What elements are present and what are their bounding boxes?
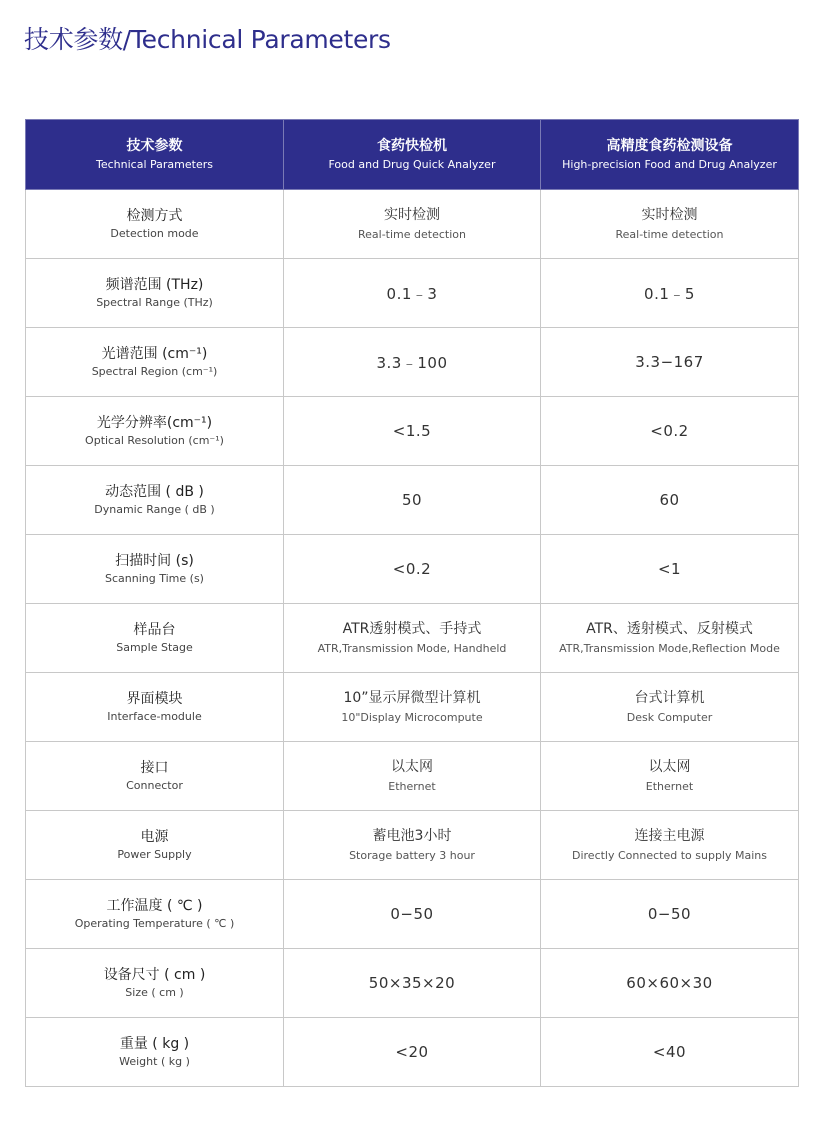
header-parameters-en: Technical Parameters (96, 158, 213, 171)
row-label (26, 811, 284, 880)
label-en: Optical Resolution (cm⁻¹) (85, 434, 224, 447)
quick-analyzer-value (284, 673, 541, 742)
precision-analyzer-value (541, 1018, 799, 1087)
precision-analyzer-value (541, 259, 799, 328)
label-zh: 工作温度 ( ℃ ) (106, 898, 203, 914)
row-label (26, 328, 284, 397)
table-row (26, 880, 799, 949)
header-precision-analyzer (541, 120, 799, 190)
label-zh: 光学分辨率(cm⁻¹) (96, 415, 213, 431)
table-row (26, 742, 799, 811)
value-number: <0.2 (392, 560, 432, 578)
row-label (26, 397, 284, 466)
quick-analyzer-value (284, 811, 541, 880)
quick-analyzer-value (284, 535, 541, 604)
quick-analyzer-value (284, 397, 541, 466)
header-quick-analyzer (284, 120, 541, 190)
table-row (26, 190, 799, 259)
header-parameters (26, 120, 284, 190)
label-en: Size ( cm ) (125, 986, 184, 999)
label-en: Spectral Region (cm⁻¹) (91, 365, 218, 378)
precision-analyzer-value (541, 328, 799, 397)
value-number: <1 (657, 560, 682, 578)
value-number: 0.1﹣3 (386, 284, 438, 303)
value-zh: 10”显示屏微型计算机 (343, 690, 481, 706)
value-zh: 实时检测 (641, 207, 698, 223)
quick-analyzer-value (284, 190, 541, 259)
value-zh: 台式计算机 (634, 690, 705, 706)
header-precision-analyzer-zh: 高精度食药检测设备 (606, 138, 733, 154)
page-title: 技术参数/Technical Parameters (24, 25, 391, 54)
precision-analyzer-value (541, 673, 799, 742)
precision-analyzer-value (541, 466, 799, 535)
quick-analyzer-value (284, 328, 541, 397)
table-row (26, 259, 799, 328)
label-en: Scanning Time (s) (105, 572, 204, 585)
table-row (26, 535, 799, 604)
row-label (26, 259, 284, 328)
table-row (26, 604, 799, 673)
label-en: Operating Temperature ( ℃ ) (74, 917, 235, 930)
label-zh: 动态范围 ( dB ) (105, 484, 204, 500)
header-quick-analyzer-zh: 食药快检机 (377, 138, 447, 154)
value-number: 60 (659, 491, 680, 509)
value-en: ATR,Transmission Mode, Handheld (317, 642, 507, 655)
table-row (26, 949, 799, 1018)
label-en: Connector (126, 779, 183, 792)
precision-analyzer-value (541, 190, 799, 259)
value-en: Desk Computer (626, 711, 713, 724)
value-zh: 蓄电池3小时 (372, 828, 452, 844)
precision-analyzer-value (541, 742, 799, 811)
table-row (26, 328, 799, 397)
quick-analyzer-value (284, 1018, 541, 1087)
table-header-row (26, 120, 799, 190)
row-label (26, 742, 284, 811)
quick-analyzer-value (284, 742, 541, 811)
value-number: 60×60×30 (626, 974, 713, 992)
value-zh: ATR透射模式、手持式 (342, 621, 482, 637)
precision-analyzer-value (541, 397, 799, 466)
label-zh: 扫描时间 (s) (115, 553, 194, 569)
value-zh: ATR、透射模式、反射模式 (586, 621, 753, 637)
row-label (26, 880, 284, 949)
value-number: 3.3﹣100 (376, 353, 448, 372)
header-quick-analyzer-en: Food and Drug Quick Analyzer (328, 158, 496, 171)
row-label (26, 673, 284, 742)
label-en: Spectral Range (THz) (96, 296, 213, 309)
label-zh: 检测方式 (126, 208, 183, 224)
value-zh: 实时检测 (384, 207, 440, 223)
value-en: Storage battery 3 hour (349, 849, 475, 862)
value-zh: 以太网 (391, 759, 433, 775)
table-row (26, 1018, 799, 1087)
label-zh: 重量 ( kg ) (119, 1036, 190, 1052)
value-number: 0−50 (647, 905, 692, 923)
value-number: 0−50 (390, 905, 434, 923)
label-en: Sample Stage (116, 641, 193, 654)
precision-analyzer-value (541, 604, 799, 673)
quick-analyzer-value (284, 604, 541, 673)
quick-analyzer-value (284, 949, 541, 1018)
header-precision-analyzer-en: High-precision Food and Drug Analyzer (562, 158, 777, 171)
value-number: 3.3−167 (635, 353, 704, 371)
table-row (26, 397, 799, 466)
value-en: Ethernet (388, 780, 436, 793)
precision-analyzer-value (541, 949, 799, 1018)
label-zh: 光谱范围 (cm⁻¹) (101, 346, 208, 362)
row-label (26, 1018, 284, 1087)
row-label (26, 949, 284, 1018)
quick-analyzer-value (284, 259, 541, 328)
value-en: 10"Display Microcompute (341, 711, 483, 724)
value-en: ATR,Transmission Mode,Reflection Mode (559, 642, 780, 655)
value-number: <20 (395, 1043, 429, 1061)
quick-analyzer-value (284, 466, 541, 535)
label-zh: 设备尺寸 ( cm ) (103, 967, 206, 983)
precision-analyzer-value (541, 535, 799, 604)
precision-analyzer-value (541, 811, 799, 880)
precision-analyzer-value (541, 880, 799, 949)
label-en: Dynamic Range ( dB ) (94, 503, 215, 516)
label-en: Weight ( kg ) (119, 1055, 190, 1068)
value-number: 50 (401, 491, 423, 509)
table-row (26, 466, 799, 535)
spec-table (25, 119, 799, 1087)
value-number: 0.1﹣5 (644, 284, 695, 303)
label-zh: 接口 (140, 760, 169, 776)
label-en: Detection mode (110, 227, 199, 240)
label-zh: 界面模块 (126, 691, 183, 707)
value-zh: 以太网 (648, 759, 691, 775)
label-en: Power Supply (117, 848, 192, 861)
value-number: <0.2 (650, 422, 689, 440)
value-number: <1.5 (392, 422, 432, 440)
value-number: 50×35×20 (368, 974, 456, 992)
value-en: Real-time detection (615, 228, 724, 241)
table-row (26, 811, 799, 880)
label-en: Interface-module (107, 710, 202, 723)
row-label (26, 466, 284, 535)
label-zh: 频谱范围 (THz) (105, 277, 204, 293)
row-label (26, 535, 284, 604)
header-parameters-zh: 技术参数 (126, 138, 183, 154)
row-label (26, 190, 284, 259)
row-label (26, 604, 284, 673)
value-number: <40 (652, 1043, 687, 1061)
label-zh: 电源 (140, 829, 169, 845)
quick-analyzer-value (284, 880, 541, 949)
label-zh: 样品台 (133, 622, 176, 638)
table-row (26, 673, 799, 742)
value-en: Directly Connected to supply Mains (572, 849, 767, 862)
value-en: Ethernet (645, 780, 694, 793)
value-en: Real-time detection (358, 228, 466, 241)
value-zh: 连接主电源 (634, 828, 705, 844)
